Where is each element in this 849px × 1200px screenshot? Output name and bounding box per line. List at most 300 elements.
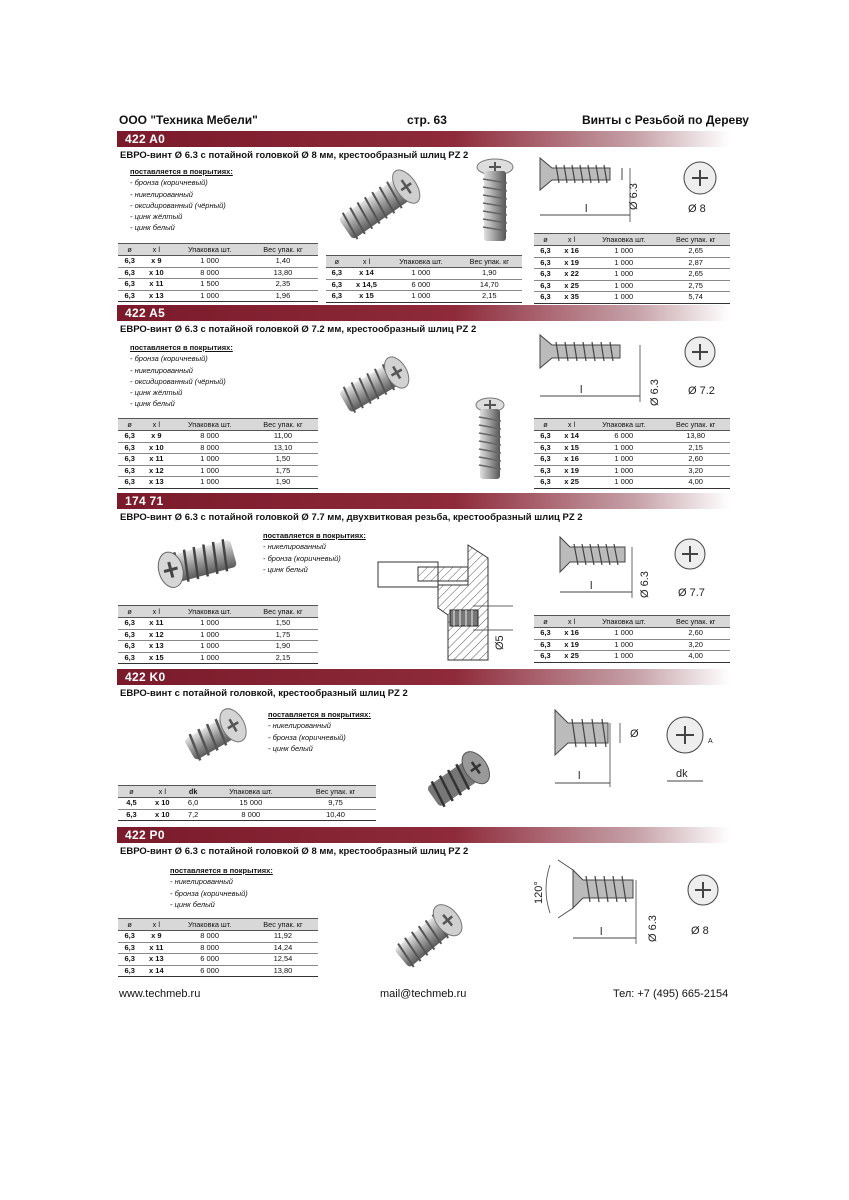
table-cell: 6,3 <box>118 618 141 630</box>
table-cell: 15 000 <box>207 798 295 810</box>
company-name: ООО "Техника Мебели" <box>119 113 258 127</box>
table-header-cell: ø <box>534 419 557 431</box>
table-cell: 3,20 <box>661 639 730 651</box>
footer-website[interactable]: www.techmeb.ru <box>119 988 201 1000</box>
table-header-cell: ø <box>118 919 141 931</box>
coatings-list <box>263 530 366 575</box>
table-cell: x 15 <box>141 652 171 664</box>
technical-drawing <box>530 330 730 415</box>
table-cell: 6,3 <box>326 279 348 291</box>
table-cell: 6,3 <box>534 246 557 258</box>
table-cell: 6,3 <box>118 279 141 291</box>
table-cell: 2,15 <box>248 652 318 664</box>
table-header-cell: x l <box>141 919 171 931</box>
product-table <box>118 243 318 302</box>
table-cell: 13,10 <box>248 442 318 454</box>
table-cell: 1 000 <box>171 290 248 302</box>
table-cell: 1 000 <box>586 292 661 304</box>
table-row <box>534 639 730 651</box>
dim-length: l <box>578 770 581 782</box>
table-header-cell: Упаковка шт. <box>171 419 248 431</box>
table-cell: 1 000 <box>385 268 456 280</box>
product-table <box>118 605 318 664</box>
table-row <box>118 290 318 302</box>
table-cell: 6,3 <box>118 652 141 664</box>
dim-diameter: Ø 6.3 <box>647 915 659 942</box>
table-row <box>118 641 318 653</box>
coating-item: - никелированный <box>130 189 193 199</box>
table-header-cell: dk <box>180 786 207 798</box>
table-cell: 1,50 <box>248 618 318 630</box>
table-cell: 11,00 <box>248 431 318 443</box>
section-code: 422 A5 <box>125 306 166 320</box>
table-header-cell: Вес упак. кг <box>248 919 318 931</box>
table-cell: 1 000 <box>171 629 248 641</box>
table-header-cell: Вес упак. кг <box>661 234 730 246</box>
table-row <box>534 628 730 640</box>
section-title: ЕВРО-винт Ø 6.3 с потайной головкой Ø 8 мм, крестообразный шлиц PZ 2 <box>120 150 469 161</box>
table-cell: 1 000 <box>586 442 661 454</box>
table-cell: 6,3 <box>118 641 141 653</box>
table-cell: 1,90 <box>248 477 318 489</box>
table-cell: x 12 <box>141 465 171 477</box>
table-cell: 6,3 <box>534 651 557 663</box>
table-cell: x 10 <box>141 442 171 454</box>
table-header-cell: x l <box>348 256 385 268</box>
coating-item: - цинк жёлтый <box>130 388 183 398</box>
table-cell: 6 000 <box>171 965 248 977</box>
table-cell: 1 000 <box>385 291 456 303</box>
table-cell: 6,3 <box>118 290 141 302</box>
technical-drawing <box>550 532 730 612</box>
table-cell: 6,3 <box>118 477 141 489</box>
table-cell: 6,3 <box>118 454 141 466</box>
table-cell: 6,3 <box>534 442 557 454</box>
product-table <box>534 233 730 304</box>
table-cell: x 16 <box>557 246 586 258</box>
table-cell: 7,2 <box>180 809 207 821</box>
table-cell: 8 000 <box>171 931 248 943</box>
coatings-title: поставляется в покрытиях: <box>130 167 233 176</box>
table-cell: x 19 <box>557 257 586 269</box>
table-cell: x 16 <box>557 628 586 640</box>
table-header-cell: Упаковка шт. <box>385 256 456 268</box>
coating-item: - оксидированный (чёрный) <box>130 376 226 386</box>
table-header-cell: x l <box>557 234 586 246</box>
table-cell: x 14,5 <box>348 279 385 291</box>
table-row <box>118 954 318 966</box>
table-header-cell: ø <box>534 234 557 246</box>
table-cell: 6,3 <box>118 965 141 977</box>
table-row <box>118 267 318 279</box>
table-cell: 6,3 <box>118 942 141 954</box>
table-cell: 2,87 <box>661 257 730 269</box>
table-row <box>534 465 730 477</box>
coating-item: - оксидированный (чёрный) <box>130 200 226 210</box>
section-code: 422 P0 <box>125 828 165 842</box>
table-cell: 6,3 <box>118 809 145 821</box>
table-cell: x 12 <box>141 629 171 641</box>
table-cell: 6,3 <box>534 257 557 269</box>
product-table <box>118 785 376 821</box>
screw-photo <box>420 745 500 815</box>
coating-item: - цинк белый <box>170 899 215 909</box>
table-cell: 8 000 <box>171 267 248 279</box>
section-title: ЕВРО-винт с потайной головкой, крестообразный шлиц PZ 2 <box>120 688 408 699</box>
table-cell: 1 000 <box>586 269 661 281</box>
table-cell: 6,3 <box>118 954 141 966</box>
table-cell: 6,3 <box>534 269 557 281</box>
coatings-title: поставляется в покрытиях: <box>268 710 371 719</box>
table-header-cell: Упаковка шт. <box>171 606 248 618</box>
coating-item: - цинк белый <box>263 564 308 574</box>
table-cell: 8 000 <box>171 442 248 454</box>
screw-photo <box>470 395 510 485</box>
table-header-cell: Вес упак. кг <box>661 616 730 628</box>
section-title: ЕВРО-винт Ø 6.3 с потайной головкой Ø 7.2 мм, крестообразный шлиц PZ 2 <box>120 324 477 335</box>
dim-hole: Ø5 <box>494 635 506 650</box>
dim-section-a: A <box>708 738 713 745</box>
dim-diameter: Ø <box>630 728 639 740</box>
coating-item: - цинк белый <box>130 223 175 233</box>
table-cell: 4,00 <box>661 651 730 663</box>
table-cell: 6,3 <box>534 477 557 489</box>
table-header-cell: Вес упак. кг <box>248 419 318 431</box>
table-cell: x 19 <box>557 465 586 477</box>
coatings-list <box>268 709 371 754</box>
table-row <box>534 280 730 292</box>
dim-head: Ø 8 <box>691 925 709 937</box>
table-header-cell: Вес упак. кг <box>248 606 318 618</box>
table-cell: 6,3 <box>118 256 141 268</box>
coating-item: - бронза (коричневый) <box>263 553 341 563</box>
table-header-cell: Упаковка шт. <box>207 786 295 798</box>
table-cell: 9,75 <box>295 798 376 810</box>
col-weight: Вес упак. кг <box>248 244 318 256</box>
coatings-list <box>170 865 273 910</box>
table-cell: x 14 <box>557 431 586 443</box>
table-cell: x 15 <box>557 442 586 454</box>
table-row <box>118 942 318 954</box>
dim-head: dk <box>676 768 688 780</box>
coating-item: - цинк белый <box>268 743 313 753</box>
table-cell: 13,80 <box>248 267 318 279</box>
page-number: стр. 63 <box>407 113 447 127</box>
section-code: 422 A0 <box>125 132 166 146</box>
table-cell: 6,3 <box>118 267 141 279</box>
table-cell: x 13 <box>141 954 171 966</box>
dim-length: l <box>590 580 593 592</box>
table-cell: 5,74 <box>661 292 730 304</box>
table-cell: 1 000 <box>586 454 661 466</box>
table-cell: 1,90 <box>457 268 522 280</box>
table-cell: 6 000 <box>586 431 661 443</box>
table-row <box>118 279 318 291</box>
product-table <box>326 255 522 303</box>
coating-item: - никелированный <box>263 542 326 552</box>
table-cell: 2,65 <box>661 246 730 258</box>
dim-length: l <box>585 203 588 215</box>
coating-item: - бронза (коричневый) <box>268 732 346 742</box>
table-row <box>118 618 318 630</box>
table-row <box>534 292 730 304</box>
dim-diameter: Ø 6.3 <box>628 183 640 210</box>
table-cell: 1 000 <box>586 477 661 489</box>
assembly-drawing <box>378 540 518 665</box>
table-header-cell: x l <box>141 606 171 618</box>
coating-item: - никелированный <box>268 721 331 731</box>
screw-photo <box>175 700 255 775</box>
dim-diameter: Ø 6.3 <box>639 571 651 598</box>
table-row <box>534 442 730 454</box>
table-cell: 2,60 <box>661 454 730 466</box>
table-cell: 6,3 <box>534 465 557 477</box>
table-cell: x 10 <box>141 267 171 279</box>
table-cell: 8 000 <box>171 431 248 443</box>
table-cell: 1,96 <box>248 290 318 302</box>
table-row <box>118 965 318 977</box>
table-header-cell: ø <box>534 616 557 628</box>
table-row <box>534 651 730 663</box>
section-bar-422p0 <box>117 827 730 843</box>
dim-head: Ø 7.2 <box>688 385 715 397</box>
table-cell: 1,40 <box>248 256 318 268</box>
table-cell: 1 000 <box>586 465 661 477</box>
table-cell: x 25 <box>557 477 586 489</box>
table-row <box>326 279 522 291</box>
table-cell: 2,15 <box>661 442 730 454</box>
table-header-cell: Упаковка шт. <box>171 919 248 931</box>
table-cell: 1 000 <box>171 465 248 477</box>
table-header-cell: x l <box>557 616 586 628</box>
section-bar-422k0 <box>117 669 730 685</box>
table-cell: 6,3 <box>534 454 557 466</box>
table-header-cell: x l <box>141 419 171 431</box>
table-row <box>118 477 318 489</box>
table-row <box>118 798 376 810</box>
table-header-cell: Вес упак. кг <box>295 786 376 798</box>
table-cell: x 9 <box>141 431 171 443</box>
section-title: ЕВРО-винт Ø 6.3 с потайной головкой Ø 8 мм, крестообразный шлиц PZ 2 <box>120 846 469 857</box>
table-header-cell: x l <box>557 419 586 431</box>
section-title: ЕВРО-винт Ø 6.3 с потайной головкой Ø 7.7 мм, двухвитковая резьба, крестообразный шлиц PZ 2 <box>120 512 583 523</box>
dim-length: l <box>600 926 603 938</box>
table-cell: 1 000 <box>171 641 248 653</box>
table-cell: x 22 <box>557 269 586 281</box>
table-cell: 1 000 <box>586 280 661 292</box>
table-cell: x 11 <box>141 279 171 291</box>
table-cell: 2,15 <box>457 291 522 303</box>
screw-photo <box>150 528 250 598</box>
product-table <box>118 418 318 489</box>
table-cell: x 13 <box>141 477 171 489</box>
screw-photo <box>320 160 440 250</box>
table-row <box>118 256 318 268</box>
table-cell: 6,3 <box>326 291 348 303</box>
table-cell: x 16 <box>557 454 586 466</box>
table-cell: x 10 <box>145 809 180 821</box>
coatings-list <box>130 342 233 410</box>
table-row <box>534 477 730 489</box>
table-cell: 2,65 <box>661 269 730 281</box>
coating-item: - цинк жёлтый <box>130 212 183 222</box>
technical-drawing <box>530 150 730 235</box>
coating-item: - никелированный <box>170 877 233 887</box>
table-cell: x 14 <box>141 965 171 977</box>
coating-item: - бронза (коричневый) <box>170 888 248 898</box>
dim-angle: 120° <box>533 881 545 904</box>
table-cell: 6 000 <box>385 279 456 291</box>
section-bar-422a5 <box>117 305 730 321</box>
coating-item: - цинк белый <box>130 399 175 409</box>
table-cell: x 25 <box>557 280 586 292</box>
table-cell: x 14 <box>348 268 385 280</box>
coating-item: - бронза (коричневый) <box>130 178 208 188</box>
table-cell: 1 500 <box>171 279 248 291</box>
coatings-title: поставляется в покрытиях: <box>170 866 273 875</box>
category-title: Винты с Резьбой по Дереву <box>582 113 749 127</box>
table-cell: 11,92 <box>248 931 318 943</box>
table-header-cell: ø <box>118 419 141 431</box>
table-row <box>118 629 318 641</box>
table-cell: 1,75 <box>248 465 318 477</box>
section-code: 174 71 <box>125 494 164 508</box>
table-cell: 2,60 <box>661 628 730 640</box>
dim-length: l <box>580 384 583 396</box>
table-cell: 1 000 <box>586 246 661 258</box>
coatings-list <box>130 166 233 234</box>
table-cell: x 9 <box>141 931 171 943</box>
table-header-cell: Вес упак. кг <box>457 256 522 268</box>
table-cell: x 13 <box>141 641 171 653</box>
table-cell: 6 000 <box>171 954 248 966</box>
table-row <box>326 268 522 280</box>
footer-email[interactable]: mail@techmeb.ru <box>380 988 467 1000</box>
table-cell: 8 000 <box>171 942 248 954</box>
table-row <box>118 809 376 821</box>
table-cell: x 11 <box>141 942 171 954</box>
table-cell: 1,90 <box>248 641 318 653</box>
product-table <box>118 918 318 977</box>
product-table <box>534 615 730 663</box>
section-bar-17471 <box>117 493 730 509</box>
table-header-cell: Упаковка шт. <box>586 234 661 246</box>
section-code: 422 K0 <box>125 670 166 684</box>
table-cell: 14,70 <box>457 279 522 291</box>
table-cell: 1 000 <box>586 639 661 651</box>
table-cell: 2,75 <box>661 280 730 292</box>
coating-item: - никелированный <box>130 365 193 375</box>
table-row <box>118 431 318 443</box>
table-row <box>534 431 730 443</box>
table-cell: x 25 <box>557 651 586 663</box>
table-cell: 1 000 <box>171 618 248 630</box>
table-cell: 3,20 <box>661 465 730 477</box>
table-cell: 6,3 <box>118 465 141 477</box>
table-row <box>118 931 318 943</box>
table-row <box>118 442 318 454</box>
col-pack: Упаковка шт. <box>171 244 248 256</box>
table-header-cell: Вес упак. кг <box>661 419 730 431</box>
col-length: x l <box>141 244 171 256</box>
table-cell: 13,80 <box>248 965 318 977</box>
table-cell: 6,3 <box>534 431 557 443</box>
technical-drawing <box>540 705 730 790</box>
table-cell: 1 000 <box>586 628 661 640</box>
table-cell: x 10 <box>145 798 180 810</box>
table-cell: 6,3 <box>534 639 557 651</box>
table-header-cell: ø <box>118 786 145 798</box>
table-cell: x 19 <box>557 639 586 651</box>
table-row <box>118 465 318 477</box>
table-cell: 1 000 <box>171 454 248 466</box>
table-cell: 10,40 <box>295 809 376 821</box>
table-cell: 1,50 <box>248 454 318 466</box>
table-row <box>118 454 318 466</box>
col-diameter: ø <box>118 244 141 256</box>
dim-diameter: Ø 6.3 <box>649 379 661 406</box>
table-row <box>534 269 730 281</box>
table-cell: 6,0 <box>180 798 207 810</box>
technical-drawing <box>528 860 730 955</box>
table-cell: 1 000 <box>171 652 248 664</box>
table-row <box>118 652 318 664</box>
table-header-cell: ø <box>326 256 348 268</box>
table-header-cell: ø <box>118 606 141 618</box>
table-cell: 6,3 <box>118 629 141 641</box>
table-cell: x 9 <box>141 256 171 268</box>
table-cell: 6,3 <box>118 931 141 943</box>
table-header-cell: Упаковка шт. <box>586 419 661 431</box>
table-header-cell: Упаковка шт. <box>586 616 661 628</box>
table-cell: 6,3 <box>534 628 557 640</box>
table-cell: x 11 <box>141 618 171 630</box>
table-row <box>534 454 730 466</box>
table-header-cell: x l <box>145 786 180 798</box>
table-cell: x 15 <box>348 291 385 303</box>
footer-phone: Тел: +7 (495) 665-2154 <box>613 988 729 1000</box>
table-row <box>534 246 730 258</box>
table-cell: 6,3 <box>534 292 557 304</box>
table-cell: 13,80 <box>661 431 730 443</box>
table-cell: x 11 <box>141 454 171 466</box>
screw-photo <box>470 155 520 245</box>
table-cell: 1 000 <box>171 256 248 268</box>
product-table <box>534 418 730 489</box>
table-cell: x 35 <box>557 292 586 304</box>
dim-head: Ø 7.7 <box>678 587 705 599</box>
section-bar-422a0 <box>117 131 730 147</box>
table-cell: 6,3 <box>326 268 348 280</box>
table-cell: 8 000 <box>207 809 295 821</box>
table-cell: 1 000 <box>586 651 661 663</box>
table-cell: 1 000 <box>586 257 661 269</box>
table-cell: 6,3 <box>534 280 557 292</box>
table-cell: 4,5 <box>118 798 145 810</box>
table-row <box>534 257 730 269</box>
table-cell: 1 000 <box>171 477 248 489</box>
table-cell: 6,3 <box>118 442 141 454</box>
table-cell: 1,75 <box>248 629 318 641</box>
table-cell: 14,24 <box>248 942 318 954</box>
table-cell: 12,54 <box>248 954 318 966</box>
table-cell: 4,00 <box>661 477 730 489</box>
table-row <box>326 291 522 303</box>
coating-item: - бронза (коричневый) <box>130 354 208 364</box>
coatings-title: поставляется в покрытиях: <box>263 531 366 540</box>
dim-head: Ø 8 <box>688 203 706 215</box>
table-cell: 6,3 <box>118 431 141 443</box>
